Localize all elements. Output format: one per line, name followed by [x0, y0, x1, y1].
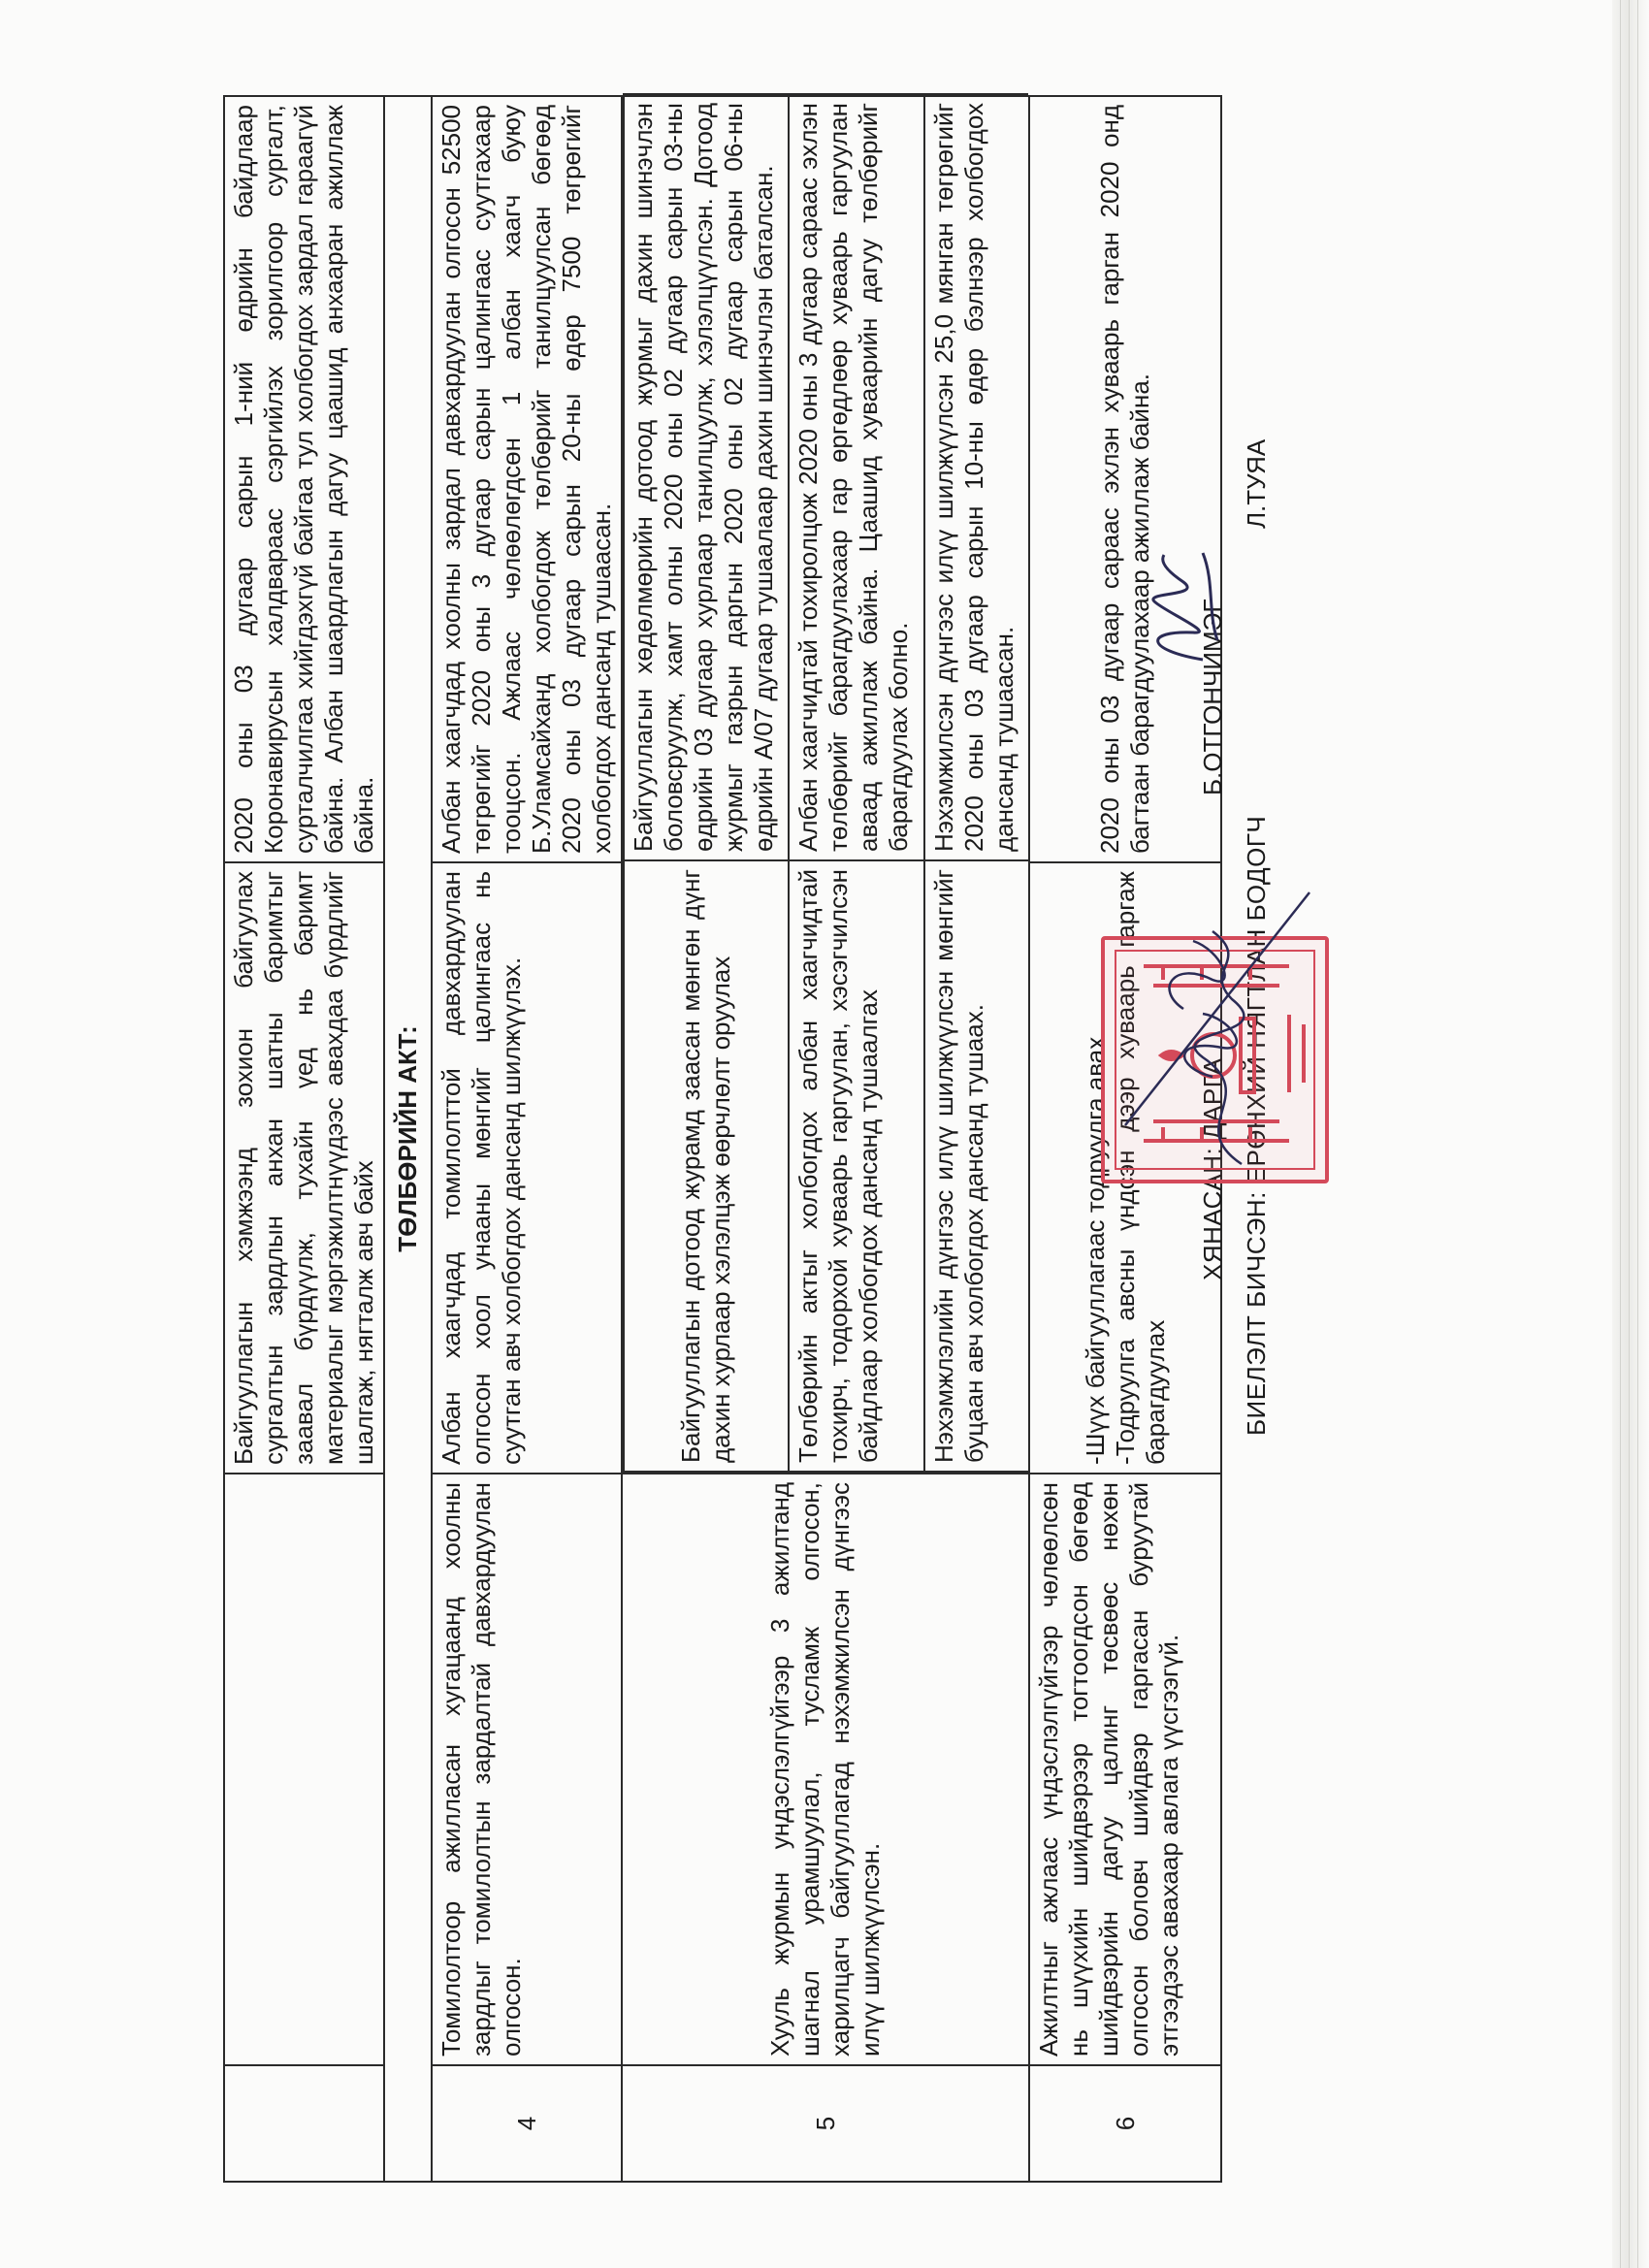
violation-cell: Хууль журмын ундэслэлгүйгээр 3 ажилтанд шагнал урамшуулал, тусламж олгосон, харилцагч байгууллагад нэхэмжилсэн дүнгээс илүү шилжүүлсэн. [622, 1474, 1029, 2065]
row-number: 4 [432, 2065, 622, 2182]
status-cell: 2020 оны 03 дугаар сарын 1-ний өдрийн байдлаар Коронавирусын халдвараас сэргийлэх зорилгоор сургалт, сурталчилгаа хийгдэхгүй байгаа тул холбогдох зардал гараагүй байна. Албан шаардлагын дагуу цаашид анхааран ажиллаж байна. [224, 96, 384, 862]
instruction-line: -Шүүх байгууллагаас тодруулга авах [1080, 1036, 1110, 1465]
violation-cell: Томилолтоор ажилласан хугацаанд хоолны зардлыг томилолтын зардалтай давхардуулан олгосон. [432, 1474, 622, 2065]
prepared-label: БИЕЛЭЛТ БИЧСЭН: ЕРӨНХИЙ НЯГТЛАН БОДОГЧ [1242, 815, 1271, 1436]
status-cell: Албан хаагчидтай тохиролцож 2020 оны 3 дугаар сараас эхлэн төлбөрийг барагдуулахаар гар өргөдлөөр хуваарь гаргуулан аваад ажиллаж байна. Цаашид хуваарийн дагуу төлбөрийг барагдуулах болно. [789, 94, 924, 860]
section-title: ТӨЛБӨРИЙН АКТ: [384, 96, 432, 2182]
status-cell: 2020 оны 03 дугаар сараас эхлэн хуваарь гарган 2020 онд багтаан барагдуулахаар ажиллаж байна. [1029, 96, 1221, 862]
instruction-cell: Албан хаагчдад томилолттой давхардуулан олгосон хоол унааны мөнгийг цалингаас нь суутган авч холбогдох дансанд шилжүүлэх. [432, 862, 622, 1474]
instruction-cell: Нэхэмжлэлийн дүнгээс илүү шилжүүлсэн мөнгийг буцаан авч холбогдох дансанд тушаах. [924, 860, 1028, 1472]
sub-row [789, 94, 924, 1472]
table-row [622, 96, 1029, 2182]
signature-mark-icon [1125, 543, 1232, 669]
row-number: 6 [1029, 2065, 1221, 2182]
row-number [224, 2065, 384, 2182]
sub-row [624, 94, 789, 1472]
table-row [224, 96, 384, 2182]
violation-cell [224, 1474, 384, 2065]
violation-cell: Ажилтныг ажлаас үндэслэлгүйгээр чөлөөлсөн нь шүүхийн шийдвэрээр тогтоогдсон бөгөөд шийдвэрийн дагуу цалинг төсвөөс нөхөн олгосон боловч шийдвэр гаргасан буруутай этгээдээс авахаар авлага үүсгээгүй. [1029, 1474, 1221, 2065]
status-cell: Нэхэмжилсэн дүнгээс илүү шилжүүлсэн 25,0 мянган төгрөгийг 2020 оны 03 дугаар сарын 10-ны өдөр бэлнээр холбогдох дансанд тушаасан. [924, 94, 1028, 860]
sub-items [622, 96, 1029, 1474]
status-cell: Албан хаагчдад хоолны зардал давхардуулан олгосон 52500 төгрөгийг 2020 оны 3 дугаар сарын цалингаас суутгахаар тооцсон. Ажлаас чөлөөлөгдсөн 1 албан хаагч буюу Б.Уламсайханд холбогдож төлбөрийг танилцуулсан бөгөөд 2020 оны 03 дугаар сарын 20-ны өдөр 7500 төгрөгийг холбогдох дансанд тушаасан. [432, 96, 622, 862]
section-row [384, 96, 432, 2182]
reviewed-name: Б.ОТГОНЧИМЭГ [1198, 599, 1227, 795]
sub-table [623, 93, 1028, 1473]
prepared-name: Л.ТУЯА [1242, 438, 1271, 529]
instruction-cell: Төлбөрийн актыг холбогдох албан хаагчидтай тохирч, тодорхой хуваарь гаргуулан, хэсэгчилсэн байдлаар холбогдох дансанд тушаалгах [789, 860, 924, 1472]
row-number: 5 [622, 2065, 1029, 2182]
instruction-cell: Байгууллагын дотоод журамд заасан мөнгөн дүнг дахин хурлаар хэлэлцэж өөрчлөлт оруулах [624, 860, 789, 1472]
instruction-cell: Байгууллагын хэмжээнд зохион байгуулах сургалтын зардлын анхан шатны баримтыг заавал бүрдүүлж, тухайн үед нь баримт материалыг мэргэжилтнүүдээс авахдаа бүрдлийг шалгаж, нягталж авч байх [224, 862, 384, 1474]
paper-edge [1612, 0, 1649, 2268]
rotated-page [223, 97, 1310, 2183]
sub-row [924, 94, 1028, 1472]
signature-scribble-icon [1067, 854, 1319, 1183]
instruction-line: -Тодруулга авсны үндсэн дээр хуваарь гаргаж барагдуулах [1110, 871, 1170, 1465]
reviewed-label: ХЯНАСАН: ДАРГА [1198, 1057, 1227, 1280]
table-row [432, 96, 622, 2182]
status-cell: Байгууллагын хөдөлмөрийн дотоод журмыг дахин шинэчлэн боловсруулж, хамт олны 2020 оны 02 дугаар сарын 03-ны өдрийн 03 дугаар хурлаар танилцуулж, хэлэлцүүлсэн. Дотоод журмыг газрын даргын 2020 оны 02 дугаар сарын 06-ны өдрийн А/07 дугаар тушаалаар дахин шинэчлэн баталсан. [624, 94, 789, 860]
